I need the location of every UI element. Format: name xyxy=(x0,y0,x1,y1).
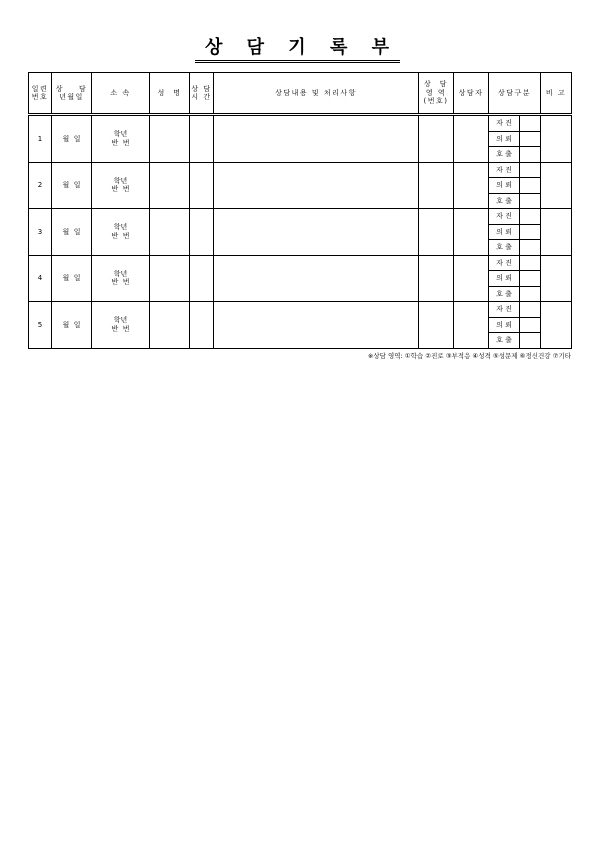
header-remark: 비 고 xyxy=(541,73,572,115)
record-counselor-cell[interactable] xyxy=(454,209,489,256)
record-type-label: 의 뢰 xyxy=(489,178,520,194)
record-type-check[interactable] xyxy=(520,255,541,271)
record-time-cell[interactable] xyxy=(190,255,214,302)
table-row xyxy=(29,162,572,178)
record-area-cell[interactable] xyxy=(419,162,454,209)
record-content-cell[interactable] xyxy=(214,162,419,209)
record-affiliation xyxy=(92,162,150,209)
record-class-number: 반 번 xyxy=(111,138,130,147)
record-type-check[interactable] xyxy=(520,302,541,318)
record-type-check[interactable] xyxy=(520,286,541,302)
header-time: 상 담 시 간 xyxy=(190,73,214,115)
record-name-cell[interactable] xyxy=(150,162,190,209)
record-remark-cell[interactable] xyxy=(541,162,572,209)
record-remark-cell[interactable] xyxy=(541,255,572,302)
record-type-label: 호 출 xyxy=(489,286,520,302)
record-counselor-cell[interactable] xyxy=(454,115,489,163)
record-type-check[interactable] xyxy=(520,147,541,163)
record-class-number: 반 번 xyxy=(111,185,130,194)
record-grade: 학년 xyxy=(113,130,128,139)
record-time-cell[interactable] xyxy=(190,115,214,163)
record-type-label: 의 뢰 xyxy=(489,131,520,147)
record-type-check[interactable] xyxy=(520,162,541,178)
record-date: 월 일 xyxy=(52,162,92,209)
record-type-label: 의 뢰 xyxy=(489,271,520,287)
record-type-label: 호 출 xyxy=(489,147,520,163)
record-type-check[interactable] xyxy=(520,240,541,256)
record-type-check[interactable] xyxy=(520,224,541,240)
record-area-cell[interactable] xyxy=(419,302,454,349)
record-counselor-cell[interactable] xyxy=(454,255,489,302)
header-serial-number: 일련 번호 xyxy=(29,73,52,115)
record-type-check[interactable] xyxy=(520,317,541,333)
record-remark-cell[interactable] xyxy=(541,209,572,256)
record-date: 월 일 xyxy=(52,209,92,256)
record-type-label: 의 뢰 xyxy=(489,317,520,333)
page-title-wrap xyxy=(0,33,595,63)
record-type-label: 자 진 xyxy=(489,115,520,132)
record-time-cell[interactable] xyxy=(190,162,214,209)
record-content-cell[interactable] xyxy=(214,302,419,349)
record-name-cell[interactable] xyxy=(150,115,190,163)
record-type-check[interactable] xyxy=(520,333,541,349)
record-class-number: 반 번 xyxy=(111,278,130,287)
record-area-cell[interactable] xyxy=(419,255,454,302)
record-date: 월 일 xyxy=(52,115,92,163)
header-affiliation: 소 속 xyxy=(92,73,150,115)
record-affiliation xyxy=(92,115,150,163)
header-counselor: 상담자 xyxy=(454,73,489,115)
table-row xyxy=(29,115,572,132)
counseling-record-table xyxy=(28,72,572,349)
record-counselor-cell[interactable] xyxy=(454,302,489,349)
record-content-cell[interactable] xyxy=(214,115,419,163)
record-content-cell[interactable] xyxy=(214,255,419,302)
record-class-number: 반 번 xyxy=(111,324,130,333)
footnote: ※상담 영역: ①학습 ②진로 ③부적응 ④성격 ⑤성문제 ⑥정신건강 ⑦기타 xyxy=(367,352,571,360)
record-remark-cell[interactable] xyxy=(541,302,572,349)
table-row xyxy=(29,255,572,271)
header-row xyxy=(29,73,572,115)
header-content: 상담내용 및 처리사항 xyxy=(214,73,419,115)
record-type-check[interactable] xyxy=(520,209,541,225)
table-row xyxy=(29,302,572,318)
record-time-cell[interactable] xyxy=(190,302,214,349)
header-date: 상 담 년월일 xyxy=(52,73,92,115)
record-number: 2 xyxy=(29,162,52,209)
table-row xyxy=(29,209,572,225)
header-area: 상 담 영 역 (번호) xyxy=(419,73,454,115)
record-grade: 학년 xyxy=(113,316,128,325)
record-type-label: 자 진 xyxy=(489,162,520,178)
record-date: 월 일 xyxy=(52,255,92,302)
record-type-label: 자 진 xyxy=(489,255,520,271)
record-remark-cell[interactable] xyxy=(541,115,572,163)
record-area-cell[interactable] xyxy=(419,115,454,163)
record-date: 월 일 xyxy=(52,302,92,349)
record-type-label: 호 출 xyxy=(489,333,520,349)
record-grade: 학년 xyxy=(113,223,128,232)
record-type-check[interactable] xyxy=(520,131,541,147)
record-number: 4 xyxy=(29,255,52,302)
header-name: 성 명 xyxy=(150,73,190,115)
record-type-check[interactable] xyxy=(520,115,541,132)
record-affiliation xyxy=(92,255,150,302)
record-area-cell[interactable] xyxy=(419,209,454,256)
record-number: 1 xyxy=(29,115,52,163)
record-affiliation xyxy=(92,209,150,256)
record-type-label: 의 뢰 xyxy=(489,224,520,240)
record-name-cell[interactable] xyxy=(150,302,190,349)
record-type-check[interactable] xyxy=(520,271,541,287)
record-number: 5 xyxy=(29,302,52,349)
record-type-label: 호 출 xyxy=(489,240,520,256)
record-type-label: 자 진 xyxy=(489,302,520,318)
record-time-cell[interactable] xyxy=(190,209,214,256)
record-type-check[interactable] xyxy=(520,193,541,209)
record-class-number: 반 번 xyxy=(111,231,130,240)
record-type-check[interactable] xyxy=(520,178,541,194)
record-affiliation xyxy=(92,302,150,349)
record-grade: 학년 xyxy=(113,176,128,185)
page-title: 상 담 기 록 부 xyxy=(195,33,400,63)
record-counselor-cell[interactable] xyxy=(454,162,489,209)
record-grade: 학년 xyxy=(113,269,128,278)
record-content-cell[interactable] xyxy=(214,209,419,256)
record-type-label: 호 출 xyxy=(489,193,520,209)
record-name-cell[interactable] xyxy=(150,255,190,302)
record-name-cell[interactable] xyxy=(150,209,190,256)
record-number: 3 xyxy=(29,209,52,256)
header-type: 상담구분 xyxy=(489,73,541,115)
record-type-label: 자 진 xyxy=(489,209,520,225)
